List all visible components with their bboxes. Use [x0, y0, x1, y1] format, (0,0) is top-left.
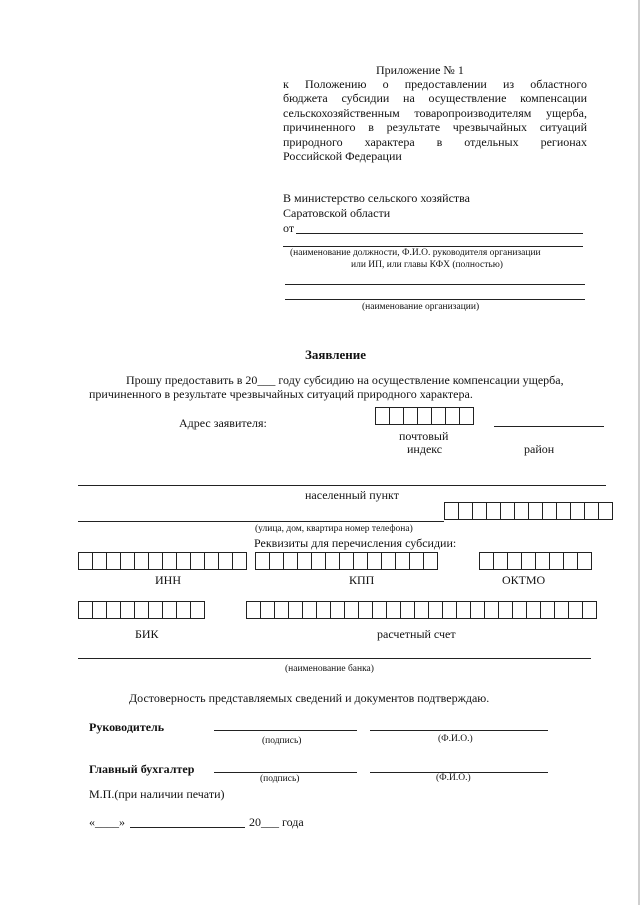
account-cell[interactable] [582, 601, 597, 619]
account-cell[interactable] [568, 601, 583, 619]
district-label: район [524, 442, 555, 456]
oktmo-cell[interactable] [535, 552, 550, 570]
org-field[interactable] [285, 299, 585, 300]
kpp-cell[interactable] [339, 552, 354, 570]
oktmo-cell[interactable] [521, 552, 536, 570]
appendix-line: причиненного в результате чрезвычайных ситуаций [283, 120, 587, 134]
appendix-title: Приложение № 1 [376, 63, 464, 77]
account-cell[interactable] [540, 601, 555, 619]
appendix-line: к Положению о предоставлении из областного [283, 77, 587, 91]
fio-hint: (Ф.И.О.) [436, 773, 471, 783]
inn-cell[interactable] [218, 552, 233, 570]
account-cell[interactable] [344, 601, 359, 619]
kpp-cell[interactable] [297, 552, 312, 570]
head-fio-field[interactable] [370, 730, 548, 731]
account-cell[interactable] [330, 601, 345, 619]
phone-cell[interactable] [584, 502, 599, 520]
account-cell[interactable] [498, 601, 513, 619]
account-cell[interactable] [302, 601, 317, 619]
address-field[interactable] [78, 485, 606, 486]
account-label: расчетный счет [377, 627, 456, 641]
phone-cell[interactable] [528, 502, 543, 520]
position-hint: (наименование должности, Ф.И.О. руководителя организации [290, 248, 541, 258]
account-cell[interactable] [470, 601, 485, 619]
kpp-boxes[interactable] [255, 552, 437, 570]
account-cell[interactable] [414, 601, 429, 619]
oktmo-cell[interactable] [479, 552, 494, 570]
inn-cell[interactable] [204, 552, 219, 570]
date-year[interactable]: 20___ года [249, 815, 304, 829]
phone-cell[interactable] [542, 502, 557, 520]
phone-cell[interactable] [486, 502, 501, 520]
account-cell[interactable] [400, 601, 415, 619]
phone-cell[interactable] [458, 502, 473, 520]
account-cell[interactable] [456, 601, 471, 619]
account-cell[interactable] [246, 601, 261, 619]
account-cell[interactable] [386, 601, 401, 619]
account-cell[interactable] [526, 601, 541, 619]
oktmo-cell[interactable] [507, 552, 522, 570]
bik-boxes[interactable] [78, 601, 204, 619]
form-title: Заявление [305, 347, 367, 362]
inn-boxes[interactable] [78, 552, 246, 570]
account-cell[interactable] [512, 601, 527, 619]
kpp-cell[interactable] [283, 552, 298, 570]
kpp-cell[interactable] [381, 552, 396, 570]
postal-index-cell[interactable] [417, 407, 432, 425]
street-hint: (улица, дом, квартира номер телефона) [255, 524, 413, 534]
account-cell[interactable] [372, 601, 387, 619]
oktmo-label: ОКТМО [502, 573, 546, 587]
confirm-text: Достоверность представляемых сведений и документов подтверждаю. [129, 691, 490, 705]
kpp-cell[interactable] [423, 552, 438, 570]
date-day[interactable]: «____» [89, 815, 125, 829]
phone-cell[interactable] [514, 502, 529, 520]
org-hint: (наименование организации) [362, 302, 480, 312]
head-signature-field[interactable] [214, 730, 357, 731]
position-hint: или ИП, или главы КФХ (полностью) [351, 260, 503, 270]
appendix-line: природного характера в отдельных регионах [283, 135, 587, 149]
position-field[interactable] [283, 246, 583, 247]
postal-index-cell[interactable] [375, 407, 390, 425]
inn-cell[interactable] [148, 552, 163, 570]
account-cell[interactable] [484, 601, 499, 619]
account-cell[interactable] [428, 601, 443, 619]
phone-cell[interactable] [444, 502, 459, 520]
date-month-field[interactable] [130, 827, 245, 828]
kpp-cell[interactable] [367, 552, 382, 570]
bik-cell[interactable] [176, 601, 191, 619]
inn-cell[interactable] [92, 552, 107, 570]
accountant-signature-field[interactable] [214, 772, 357, 773]
appendix-line: Российской Федерации [283, 149, 402, 163]
bik-cell[interactable] [134, 601, 149, 619]
bik-cell[interactable] [92, 601, 107, 619]
org-field[interactable] [285, 284, 585, 285]
inn-cell[interactable] [190, 552, 205, 570]
kpp-cell[interactable] [311, 552, 326, 570]
fio-hint: (Ф.И.О.) [438, 734, 473, 744]
inn-cell[interactable] [232, 552, 247, 570]
account-cell[interactable] [274, 601, 289, 619]
postal-index-cell[interactable] [431, 407, 446, 425]
postal-index-cell[interactable] [445, 407, 460, 425]
account-cell[interactable] [442, 601, 457, 619]
oktmo-cell[interactable] [563, 552, 578, 570]
settlement-label: населенный пункт [305, 488, 399, 502]
postal-index-cell[interactable] [459, 407, 474, 425]
inn-cell[interactable] [134, 552, 149, 570]
oktmo-cell[interactable] [577, 552, 592, 570]
bik-cell[interactable] [190, 601, 205, 619]
street-field[interactable] [78, 521, 444, 522]
address-label: Адрес заявителя: [179, 416, 267, 430]
kpp-cell[interactable] [395, 552, 410, 570]
bik-cell[interactable] [148, 601, 163, 619]
from-label: от [283, 221, 295, 235]
oktmo-boxes[interactable] [479, 552, 591, 570]
phone-cell[interactable] [598, 502, 613, 520]
account-cell[interactable] [554, 601, 569, 619]
appendix-line: бюджета субсидии на осуществление компенсации [283, 91, 587, 105]
addressee-line: В министерство сельского хозяйства [283, 191, 470, 205]
oktmo-cell[interactable] [493, 552, 508, 570]
account-cell[interactable] [358, 601, 373, 619]
inn-cell[interactable] [176, 552, 191, 570]
inn-label: ИНН [155, 573, 181, 587]
stamp-label: М.П.(при наличии печати) [89, 787, 225, 801]
kpp-label: КПП [349, 573, 375, 587]
request-text: Прошу предоставить в 20___ году субсидию на осуществление компенсации ущерба, [126, 373, 564, 387]
inn-cell[interactable] [78, 552, 93, 570]
kpp-cell[interactable] [409, 552, 424, 570]
district-field[interactable] [494, 426, 604, 427]
inn-cell[interactable] [162, 552, 177, 570]
postal-label: почтовый [399, 429, 449, 443]
signature-hint: (подпись) [262, 736, 302, 746]
bik-cell[interactable] [78, 601, 93, 619]
bank-hint: (наименование банка) [285, 664, 374, 674]
postal-index-cell[interactable] [389, 407, 404, 425]
phone-cell[interactable] [472, 502, 487, 520]
bank-field[interactable] [78, 658, 591, 659]
account-cell[interactable] [316, 601, 331, 619]
chief-accountant-label: Главный бухгалтер [89, 762, 195, 776]
phone-cell[interactable] [570, 502, 585, 520]
kpp-cell[interactable] [353, 552, 368, 570]
phone-boxes[interactable] [444, 502, 612, 520]
oktmo-cell[interactable] [549, 552, 564, 570]
request-text: причиненного в результате чрезвычайных ситуаций природного характера. [89, 387, 473, 401]
postal-index-cell[interactable] [403, 407, 418, 425]
head-label: Руководитель [89, 720, 165, 734]
account-boxes[interactable] [246, 601, 596, 619]
phone-cell[interactable] [556, 502, 571, 520]
bik-cell[interactable] [120, 601, 135, 619]
inn-cell[interactable] [106, 552, 121, 570]
kpp-cell[interactable] [325, 552, 340, 570]
postal-index-boxes[interactable] [375, 407, 473, 425]
account-cell[interactable] [260, 601, 275, 619]
requisites-title: Реквизиты для перечисления субсидии: [254, 536, 457, 550]
account-cell[interactable] [288, 601, 303, 619]
signature-hint: (подпись) [260, 774, 300, 784]
bik-cell[interactable] [162, 601, 177, 619]
inn-cell[interactable] [120, 552, 135, 570]
phone-cell[interactable] [500, 502, 515, 520]
from-field[interactable] [296, 233, 583, 234]
bik-label: БИК [135, 627, 159, 641]
appendix-line: сельскохозяйственным товаропроизводителям ущерба, [283, 106, 587, 120]
postal-label: индекс [407, 442, 443, 456]
bik-cell[interactable] [106, 601, 121, 619]
kpp-cell[interactable] [255, 552, 270, 570]
kpp-cell[interactable] [269, 552, 284, 570]
addressee-line: Саратовской области [283, 206, 391, 220]
